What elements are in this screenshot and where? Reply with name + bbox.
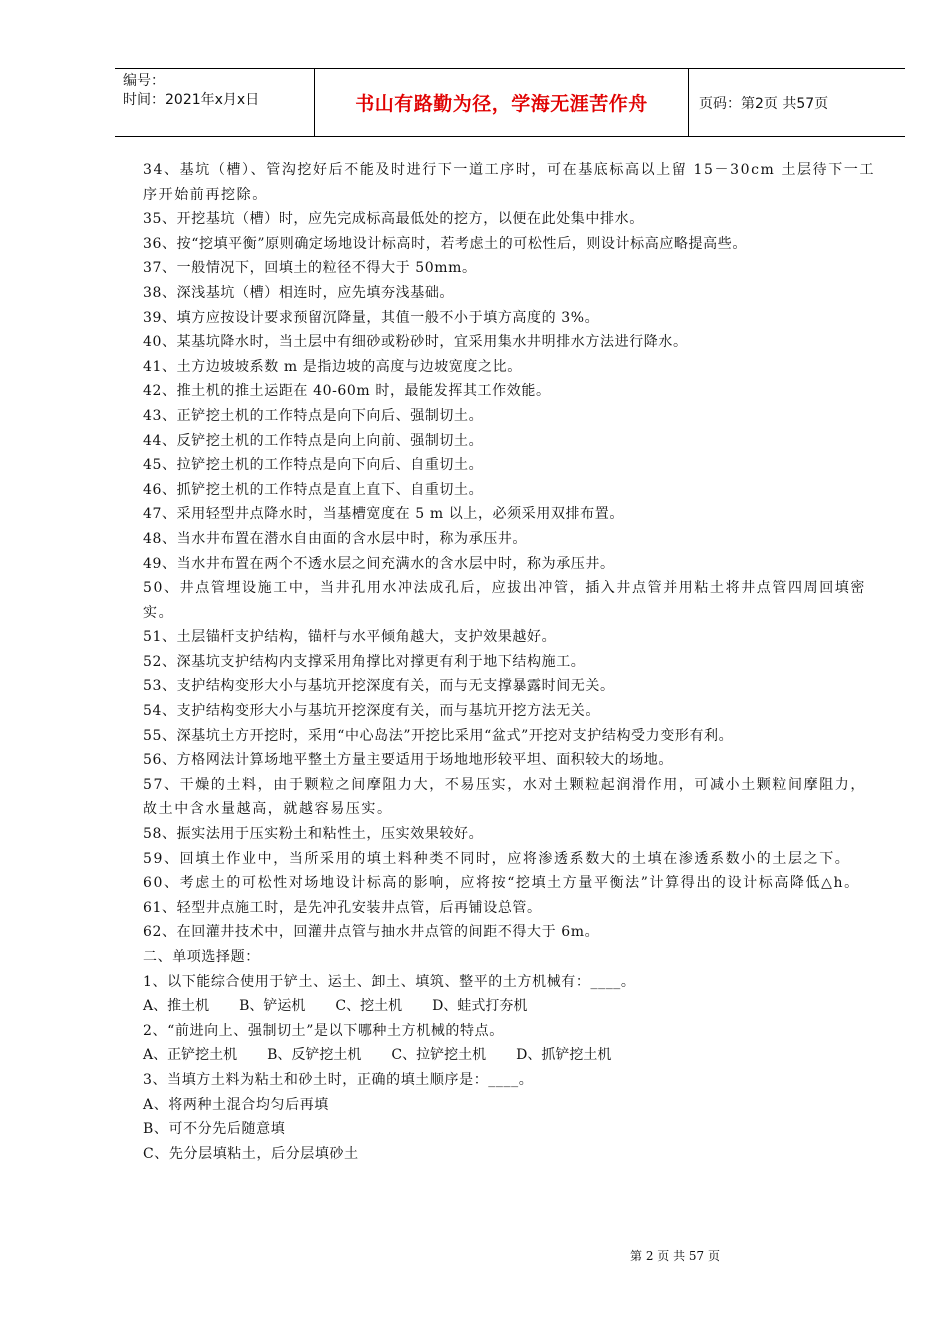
header-page-number: 页码：第2页 共57页	[699, 95, 829, 112]
list-item: 37、一般情况下，回填土的粒径不得大于 50mm。	[143, 260, 477, 277]
option-d: D、抓铲挖土机	[516, 1047, 612, 1064]
list-item: 58、振实法用于压实粉土和粘性土，压实效果较好。	[143, 826, 484, 843]
list-item: 43、正铲挖土机的工作特点是向下向后、强制切土。	[143, 407, 484, 424]
list-item: 62、在回灌井技术中，回灌井点管与抽水井点管的间距不得大于 6m。	[143, 924, 600, 941]
question-stem: 1、以下能综合使用于铲土、运土、卸土、填筑、整平的土方机械有：____。	[143, 973, 636, 990]
option-b: B、铲运机	[239, 998, 306, 1015]
option-a: A、正铲挖土机	[143, 1047, 238, 1064]
list-item: 45、拉铲挖土机的工作特点是向下向后、自重切土。	[143, 457, 484, 474]
page-footer: 第 2 页 共 57 页	[630, 1249, 720, 1263]
option-c: C、先分层填粘土，后分层填砂土	[143, 1145, 359, 1162]
list-item: 51、土层锚杆支护结构，锚杆与水平倾角越大，支护效果越好。	[143, 629, 557, 646]
question-options	[143, 994, 878, 1019]
list-item: 50、井点管埋设施工中，当井孔用水冲法成孔后，应拔出冲管，插入井点管并用粘土将井点管四周回填密实。	[143, 580, 867, 621]
question-stem: 2、“前进向上、强制切土”是以下哪种土方机械的特点。	[143, 1022, 504, 1039]
option-c: C、拉铲挖土机	[391, 1047, 487, 1064]
list-item: 57、干燥的土料，由于颗粒之间摩阻力大，不易压实，水对土颗粒起润滑作用，可减小土颗粒间摩阻力，故土中含水量越高，就越容易压实。	[143, 776, 867, 818]
page-header	[115, 68, 905, 137]
list-item: 41、土方边坡坡系数 m 是指边坡的高度与边坡宽度之比。	[143, 358, 522, 375]
list-item: 53、支护结构变形大小与基坑开挖深度有关，而与无支撑暴露时间无关。	[143, 678, 615, 695]
option-c: C、挖土机	[335, 998, 403, 1015]
option-a: A、将两种土混合均匀后再填	[143, 1096, 329, 1113]
list-item: 60、考虑土的可松性对场地设计标高的影响，应将按“挖填土方量平衡法”计算得出的设计标高降低△h。	[143, 875, 860, 892]
time-label: 时间：2021年x月x日	[123, 92, 260, 108]
question-options	[143, 1043, 878, 1068]
list-item: 47、采用轻型井点降水时，当基槽宽度在 5 m 以上，必须采用双排布置。	[143, 506, 624, 523]
list-item: 56、方格网法计算场地平整土方量主要适用于场地地形较平坦、面积较大的场地。	[143, 752, 674, 769]
list-item: 46、抓铲挖土机的工作特点是直上直下、自重切土。	[143, 481, 484, 498]
list-item: 52、深基坑支护结构内支撑采用角撑比对撑更有利于地下结构施工。	[143, 653, 586, 670]
list-item: 40、某基坑降水时，当土层中有细砂或粉砂时，宜采用集水井明排水方法进行降水。	[143, 334, 688, 351]
option-d: D、蛙式打夯机	[432, 998, 528, 1015]
list-item: 59、回填土作业中，当所采用的填土料种类不同时，应将渗透系数大的土填在渗透系数小的土层之下。	[143, 850, 851, 867]
document-body	[143, 158, 878, 1166]
list-item: 44、反铲挖土机的工作特点是向上向前、强制切土。	[143, 432, 484, 449]
header-slogan: 书山有路勤为径，学海无涯苦作舟	[315, 69, 689, 136]
list-item: 39、填方应按设计要求预留沉降量，其值一般不小于填方高度的 3%。	[143, 309, 600, 326]
option-b: B、可不分先后随意填	[143, 1121, 286, 1138]
section-title: 二、单项选择题：	[143, 949, 260, 965]
number-label: 编号：	[123, 73, 165, 89]
option-a: A、推土机	[143, 998, 210, 1015]
list-item: 36、按“挖填平衡”原则确定场地设计标高时，若考虑土的可松性后，则设计标高应略提高些。	[143, 235, 747, 252]
list-item: 42、推土机的推土运距在 40-60m 时，最能发挥其工作效能。	[143, 383, 551, 400]
list-item: 34、基坑（槽）、管沟挖好后不能及时进行下一道工序时，可在基底标高以上留 15－30cm 土层待下一工序开始前再挖除。	[143, 162, 876, 203]
list-item: 38、深浅基坑（槽）相连时，应先填夯浅基础。	[143, 284, 455, 301]
list-item: 35、开挖基坑（槽）时，应先完成标高最低处的挖方，以便在此处集中排水。	[143, 211, 644, 228]
header-meta	[115, 69, 315, 136]
option-b: B、反铲挖土机	[267, 1047, 362, 1064]
list-item: 55、深基坑土方开挖时，采用“中心岛法”开挖比采用“盆式”开挖对支护结构受力变形有利。	[143, 727, 734, 744]
list-item: 49、当水井布置在两个不透水层之间充满水的含水层中时，称为承压井。	[143, 555, 615, 572]
question-stem: 3、当填方土料为粘土和砂土时，正确的填土顺序是：____。	[143, 1071, 534, 1088]
list-item: 61、轻型井点施工时，是先冲孔安装井点管，后再铺设总管。	[143, 899, 542, 916]
list-item: 54、支护结构变形大小与基坑开挖深度有关，而与基坑开挖方法无关。	[143, 703, 601, 720]
list-item: 48、当水井布置在潜水自由面的含水层中时，称为承压井。	[143, 530, 528, 547]
